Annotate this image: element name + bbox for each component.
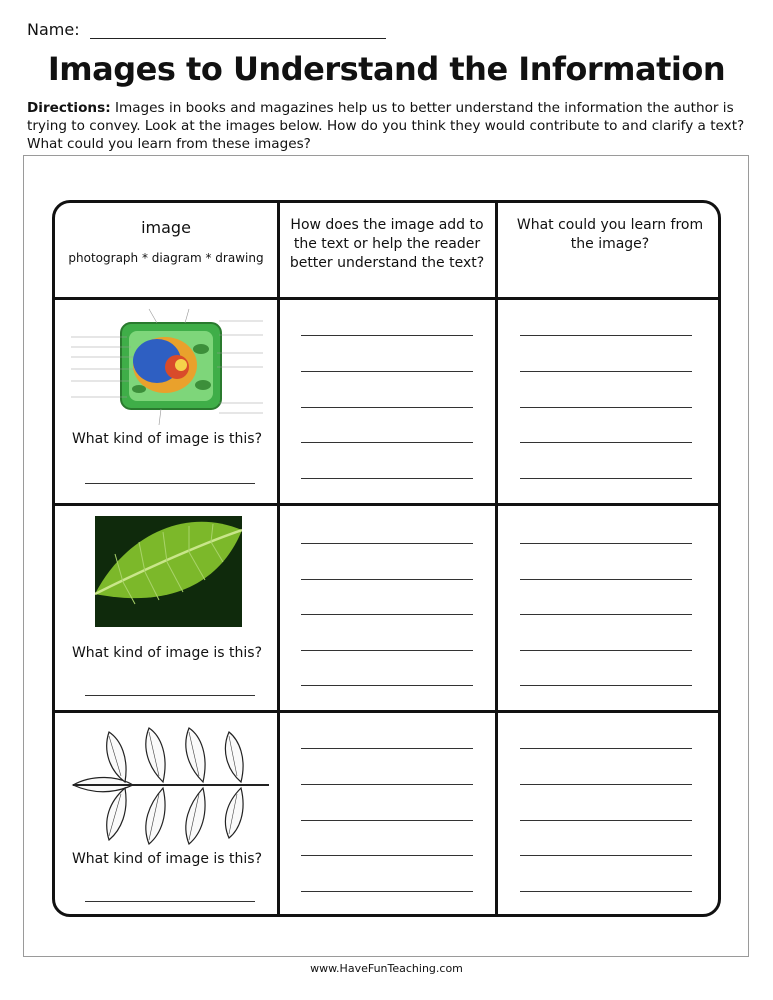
col2-answer-line[interactable] xyxy=(301,543,473,544)
col3-answer-line[interactable] xyxy=(520,820,692,821)
col3-answer-line[interactable] xyxy=(520,748,692,749)
row-divider-header xyxy=(55,297,718,300)
name-label: Name: xyxy=(27,20,80,39)
col2-answer-line[interactable] xyxy=(301,579,473,580)
col3-answer-line[interactable] xyxy=(520,543,692,544)
col2-answer-line[interactable] xyxy=(301,748,473,749)
row2-question: What kind of image is this? xyxy=(71,645,263,661)
plant-cell-diagram xyxy=(69,307,265,427)
col2-answer-line[interactable] xyxy=(301,891,473,892)
row3-question: What kind of image is this? xyxy=(71,851,263,867)
col3-answer-line[interactable] xyxy=(520,685,692,686)
directions-label: Directions: xyxy=(27,100,111,116)
column-divider-1 xyxy=(277,203,280,914)
directions-text: Images in books and magazines help us to better understand the information the author is trying to convey. Look at the images below. How do you think they would contribute to and clarify a text? What could you learn from these images? xyxy=(27,100,745,152)
leaf-photograph xyxy=(95,516,242,627)
header-image-title: image xyxy=(141,218,191,237)
header-image xyxy=(55,218,277,268)
col2-answer-line[interactable] xyxy=(301,371,473,372)
col3-answer-line[interactable] xyxy=(520,407,692,408)
col2-answer-line[interactable] xyxy=(301,335,473,336)
row-divider-2 xyxy=(55,710,718,713)
column-divider-2 xyxy=(495,203,498,914)
header-learn: What could you learn from the image? xyxy=(516,217,704,252)
col3-answer-line[interactable] xyxy=(520,855,692,856)
row1-question: What kind of image is this? xyxy=(71,431,263,447)
directions xyxy=(27,99,747,153)
col2-answer-line[interactable] xyxy=(301,685,473,686)
name-line[interactable] xyxy=(90,38,386,39)
col2-answer-line[interactable] xyxy=(301,407,473,408)
page-title: Images to Understand the Information xyxy=(47,50,726,88)
header-add-to-text: How does the image add to the text or help the reader better understand the text? xyxy=(289,217,485,271)
col3-answer-line[interactable] xyxy=(520,784,692,785)
col3-answer-line[interactable] xyxy=(520,579,692,580)
col2-answer-line[interactable] xyxy=(301,855,473,856)
col3-answer-line[interactable] xyxy=(520,371,692,372)
worksheet-table xyxy=(52,200,721,917)
col2-answer-line[interactable] xyxy=(301,442,473,443)
col3-answer-line[interactable] xyxy=(520,478,692,479)
row-divider-1 xyxy=(55,503,718,506)
row2-answer-line[interactable] xyxy=(85,695,255,696)
col2-answer-line[interactable] xyxy=(301,614,473,615)
row1-answer-line[interactable] xyxy=(85,483,255,484)
col3-answer-line[interactable] xyxy=(520,614,692,615)
col3-answer-line[interactable] xyxy=(520,335,692,336)
row3-answer-line[interactable] xyxy=(85,901,255,902)
leaf-drawing xyxy=(63,722,273,852)
col2-answer-line[interactable] xyxy=(301,820,473,821)
col3-answer-line[interactable] xyxy=(520,891,692,892)
header-image-subtitle: photograph * diagram * drawing xyxy=(68,251,264,265)
col2-answer-line[interactable] xyxy=(301,650,473,651)
col2-answer-line[interactable] xyxy=(301,784,473,785)
col3-answer-line[interactable] xyxy=(520,442,692,443)
footer-site: www.HaveFunTeaching.com xyxy=(310,962,463,975)
col3-answer-line[interactable] xyxy=(520,650,692,651)
col2-answer-line[interactable] xyxy=(301,478,473,479)
